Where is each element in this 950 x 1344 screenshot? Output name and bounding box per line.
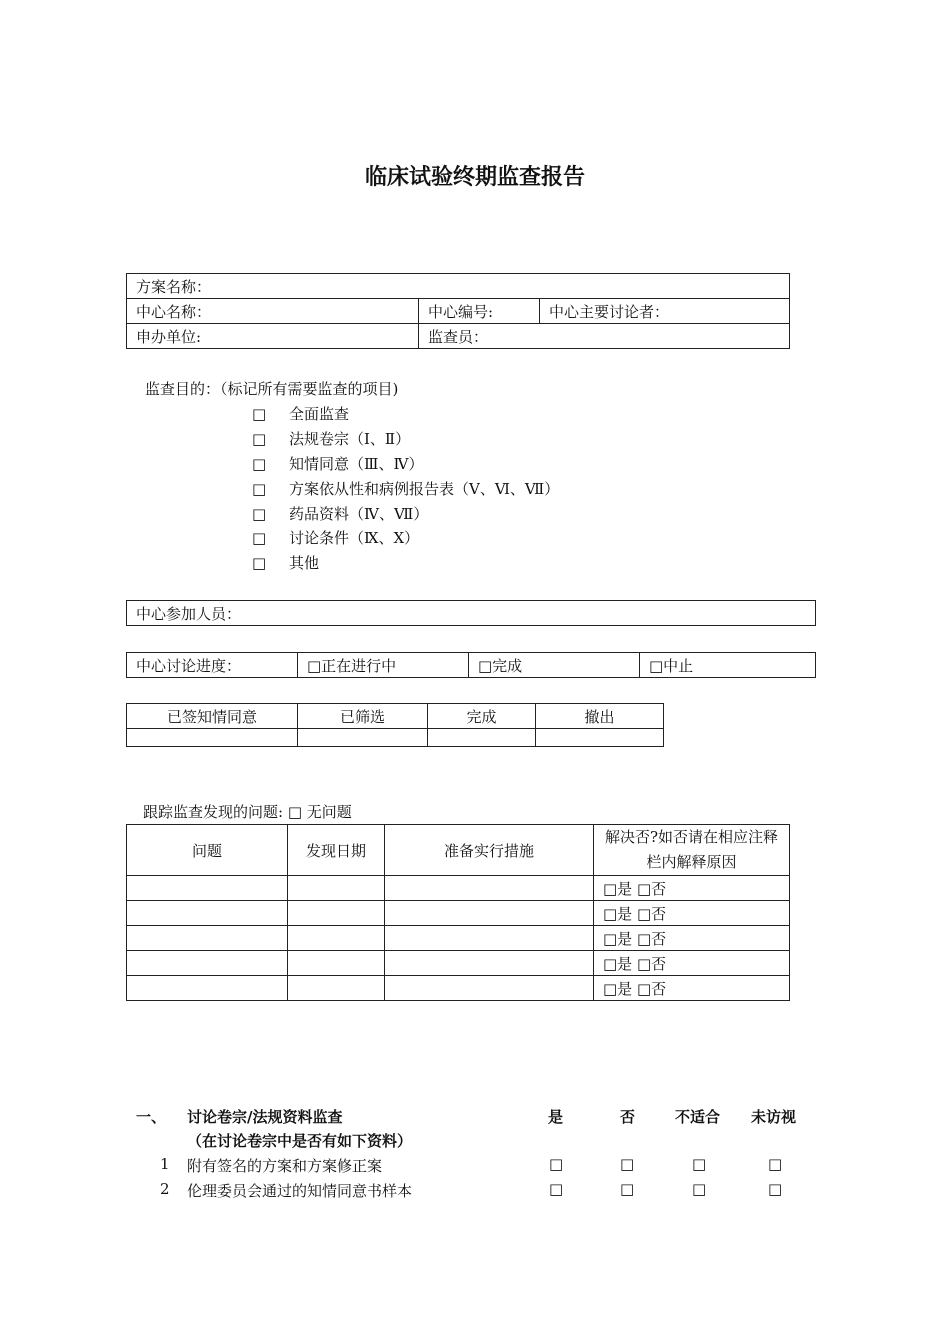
checkbox-yes[interactable]: □ (549, 1155, 564, 1173)
enrollment-header-screened: 已筛选 (298, 704, 428, 729)
info-table (126, 273, 790, 349)
checkbox[interactable]: □ (252, 480, 267, 498)
section-title: 讨论卷宗/法规资料监查 (187, 1108, 343, 1126)
tracking-cell[interactable] (127, 951, 288, 976)
checkbox[interactable]: □ (252, 529, 267, 547)
enrollment-cell[interactable] (127, 729, 298, 747)
checkbox[interactable]: □ (252, 455, 267, 473)
progress-stopped-option[interactable]: □中止 (640, 653, 816, 678)
resolved-option[interactable]: □是 □否 (594, 976, 790, 1001)
purpose-item-label: 法规卷宗（Ⅰ、Ⅱ） (289, 430, 411, 448)
progress-ongoing-option[interactable]: □正在进行中 (298, 653, 469, 678)
checkbox-yes[interactable]: □ (549, 1180, 564, 1198)
tracking-cell[interactable] (127, 876, 288, 901)
page-title: 临床试验终期监查报告 (364, 165, 585, 190)
purpose-item-label: 全面监查 (289, 405, 350, 423)
tracking-cell[interactable] (127, 901, 288, 926)
resolved-option[interactable]: □是 □否 (594, 876, 790, 901)
purpose-item-label: 知情同意（Ⅲ、Ⅳ） (289, 455, 424, 473)
tracking-cell[interactable] (385, 976, 594, 1001)
tracking-cell[interactable] (288, 976, 385, 1001)
tracking-cell[interactable] (288, 951, 385, 976)
checkbox[interactable]: □ (252, 554, 267, 572)
tracking-cell[interactable] (288, 901, 385, 926)
enrollment-header-withdrawn: 撤出 (536, 704, 664, 729)
checkbox-no[interactable]: □ (620, 1155, 635, 1173)
tracking-cell[interactable] (127, 976, 288, 1001)
progress-table (126, 652, 816, 678)
tracking-cell[interactable] (385, 876, 594, 901)
item-text: 伦理委员会通过的知情同意书样本 (187, 1182, 413, 1200)
center-investigator-field[interactable]: 中心主要讨论者： (540, 299, 790, 324)
purpose-label: 监查目的：（标记所有需要监查的项目) (145, 380, 399, 398)
column-not-applicable: 不适合 (675, 1108, 721, 1126)
tracking-cell[interactable] (385, 926, 594, 951)
center-number-field[interactable]: 中心编号: (419, 299, 540, 324)
progress-label: 中心讨论进度： (127, 653, 298, 678)
tracking-header-resolved: 解决否?如否请在相应注释栏内解释原因 (594, 825, 790, 876)
enrollment-table (126, 703, 664, 747)
checkbox-not-visited[interactable]: □ (768, 1155, 783, 1173)
tracking-header-action: 准备实行措施 (385, 825, 594, 876)
sponsor-field[interactable]: 申办单位: (127, 324, 419, 349)
checkbox[interactable]: □ (252, 405, 267, 423)
table-row (127, 926, 790, 951)
item-text: 附有签名的方案和方案修正案 (187, 1157, 383, 1175)
checkbox[interactable]: □ (252, 430, 267, 448)
progress-complete-option[interactable]: □完成 (469, 653, 640, 678)
purpose-item-full[interactable] (252, 403, 349, 424)
monitor-field[interactable]: 监查员： (419, 324, 790, 349)
purpose-item-compliance[interactable] (252, 478, 559, 499)
section-number: 一、 (136, 1108, 167, 1126)
purpose-item-label: 方案依从性和病例报告表（Ⅴ、Ⅵ、Ⅶ） (289, 480, 560, 498)
purpose-item-label: 其他 (289, 554, 320, 572)
center-name-field[interactable]: 中心名称： (127, 299, 419, 324)
tracking-header-date: 发现日期 (288, 825, 385, 876)
purpose-item-regulatory[interactable] (252, 428, 410, 449)
purpose-item-other[interactable] (252, 552, 319, 573)
item-number: 2 (160, 1180, 170, 1198)
enrollment-cell[interactable] (298, 729, 428, 747)
enrollment-cell[interactable] (536, 729, 664, 747)
table-row (127, 901, 790, 926)
enrollment-cell[interactable] (428, 729, 536, 747)
participants-table (126, 600, 816, 626)
table-row (127, 976, 790, 1001)
purpose-item-label: 药品资料（Ⅳ、Ⅶ） (289, 505, 429, 523)
purpose-item-consent[interactable] (252, 453, 423, 474)
column-not-visited: 未访视 (751, 1108, 797, 1126)
resolved-option[interactable]: □是 □否 (594, 951, 790, 976)
resolved-option[interactable]: □是 □否 (594, 901, 790, 926)
participants-field[interactable]: 中心参加人员： (127, 601, 816, 626)
purpose-item-label: 讨论条件（Ⅸ、Ⅹ） (289, 529, 420, 547)
enrollment-header-consented: 已签知情同意 (127, 704, 298, 729)
table-row (127, 951, 790, 976)
section-subtitle: （在讨论卷宗中是否有如下资料） (187, 1132, 413, 1150)
tracking-table (126, 824, 790, 1001)
enrollment-header-completed: 完成 (428, 704, 536, 729)
column-yes: 是 (548, 1108, 564, 1126)
resolved-option[interactable]: □是 □否 (594, 926, 790, 951)
tracking-cell[interactable] (385, 951, 594, 976)
checkbox[interactable]: □ (252, 505, 267, 523)
checkbox-not-visited[interactable]: □ (768, 1180, 783, 1198)
table-row (127, 876, 790, 901)
tracking-header-issue: 问题 (127, 825, 288, 876)
tracking-cell[interactable] (385, 901, 594, 926)
tracking-label: 跟踪监查发现的问题: □ 无问题 (143, 803, 352, 821)
column-no: 否 (620, 1108, 636, 1126)
protocol-name-field[interactable]: 方案名称： (127, 274, 790, 299)
tracking-cell[interactable] (127, 926, 288, 951)
checkbox-not-applicable[interactable]: □ (692, 1180, 707, 1198)
purpose-item-conditions[interactable] (252, 527, 419, 548)
tracking-cell[interactable] (288, 876, 385, 901)
purpose-item-drug[interactable] (252, 503, 428, 524)
checkbox-no[interactable]: □ (620, 1180, 635, 1198)
checkbox-not-applicable[interactable]: □ (692, 1155, 707, 1173)
tracking-cell[interactable] (288, 926, 385, 951)
item-number: 1 (160, 1155, 170, 1173)
